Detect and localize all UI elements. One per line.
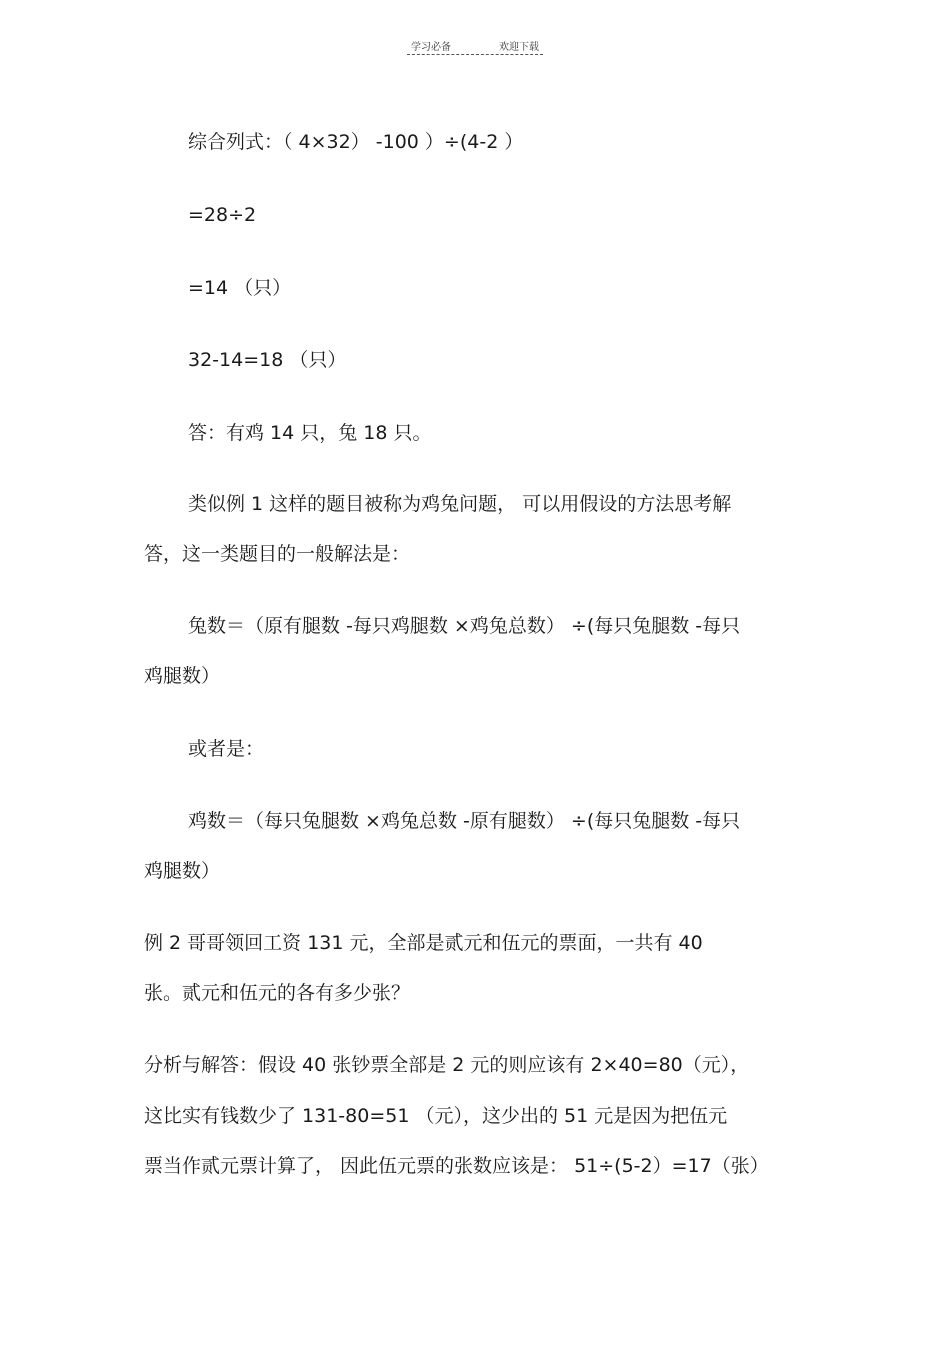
header-dashed-rule: [407, 54, 543, 55]
step-result-line: =14 （只）: [188, 277, 292, 299]
analysis-line-2: 这比实有钱数少了 131-80=51 （元），这少出的 51 元是因为把伍元: [144, 1105, 728, 1127]
step-subtract-line: 32-14=18 （只）: [188, 349, 347, 371]
header-left-text: 学习必备: [411, 42, 451, 53]
example2-line-2: 张。贰元和伍元的各有多少张？: [144, 982, 411, 1004]
analysis-line-3: 票当作贰元票计算了， 因此伍元票的张数应该是： 51÷(5-2）=17（张）: [144, 1155, 769, 1177]
chicken-formula-line-2: 鸡腿数）: [144, 860, 221, 882]
combined-formula-line: 综合列式：（ 4×32） -100 ）÷(4-2 ）: [188, 131, 524, 153]
method-paragraph-line-2: 答，这一类题目的一般解法是：: [144, 543, 411, 565]
rabbit-formula-line-2: 鸡腿数）: [144, 665, 221, 687]
chicken-formula-line-1: 鸡数＝（每只兔腿数 ×鸡兔总数 -原有腿数） ÷(每只兔腿数 -每只: [188, 810, 741, 832]
header-right-text: 欢迎下载: [499, 42, 539, 53]
method-paragraph-line-1: 类似例 1 这样的题目被称为鸡兔问题， 可以用假设的方法思考解: [188, 493, 732, 515]
step-divide-line: =28÷2: [188, 204, 257, 226]
page-header: [0, 38, 950, 53]
or-line: 或者是：: [188, 738, 265, 760]
example2-line-1: 例 2 哥哥领回工资 131 元，全部是贰元和伍元的票面，一共有 40: [144, 932, 703, 954]
analysis-line-1: 分析与解答：假设 40 张钞票全部是 2 元的则应该有 2×40=80（元），: [144, 1054, 750, 1076]
answer-line: 答：有鸡 14 只，兔 18 只。: [188, 422, 432, 444]
rabbit-formula-line-1: 兔数＝（原有腿数 -每只鸡腿数 ×鸡兔总数） ÷(每只兔腿数 -每只: [188, 615, 741, 637]
